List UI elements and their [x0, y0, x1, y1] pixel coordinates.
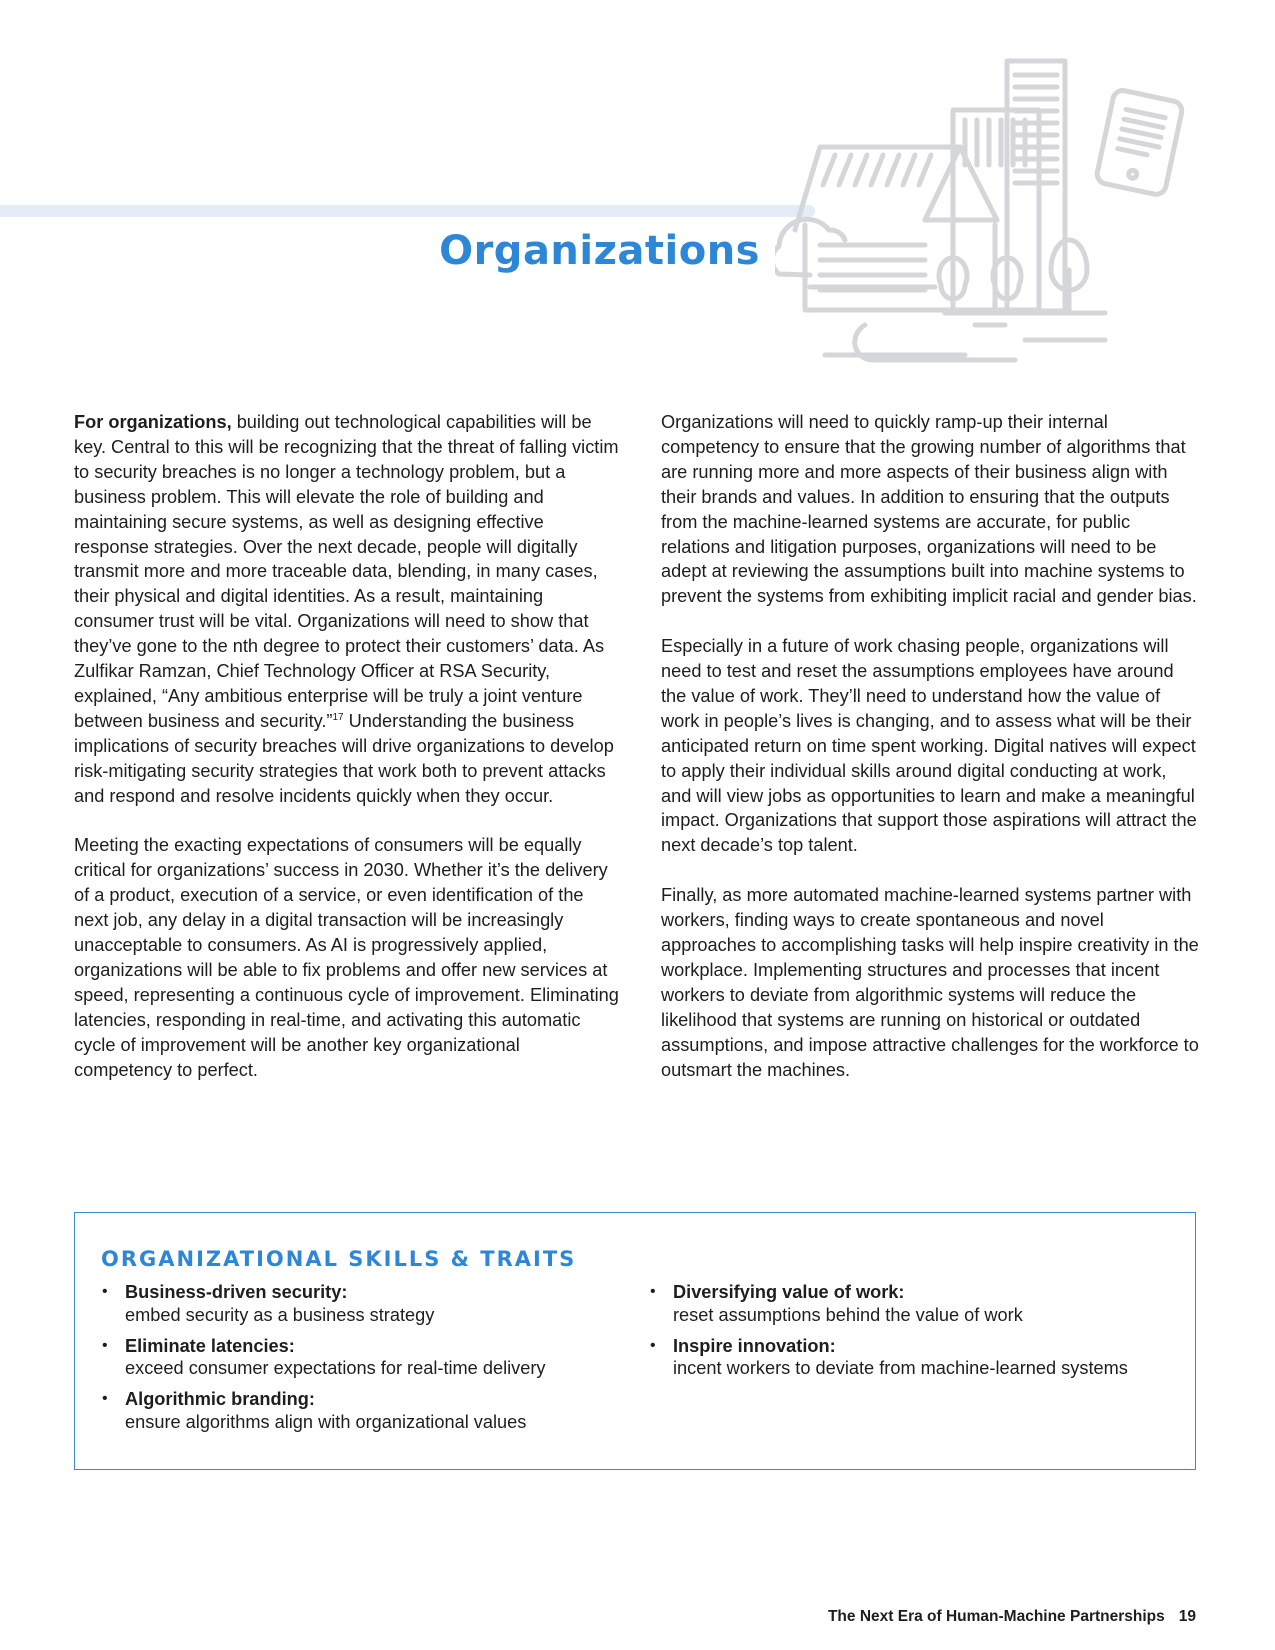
paragraph-text: Understanding the business implications of security breaches will drive organizations to develop risk-mitigating security strategies that work both to prevent attacks and respond and resolve incidents quickly when they occur.: [74, 710, 614, 806]
skill-title: Inspire innovation:: [673, 1335, 836, 1356]
skill-title: Algorithmic branding:: [125, 1389, 315, 1409]
footnote-marker: 17: [332, 711, 344, 723]
right-column: [661, 410, 1201, 1107]
skills-list-right: [649, 1281, 1169, 1388]
lead-phrase: For organizations,: [74, 412, 232, 432]
skill-description: ensure algorithms align with organizational values: [125, 1411, 527, 1432]
right-paragraph-3: Finally, as more automated machine-learned systems partner with workers, finding ways to create spontaneous and novel approaches to accomplishing tasks will help inspire creativity in the workplace. Implementing structures and processes that incent workers to deviate from algorithmic systems will reduce the likelihood that systems are running on historical or outdated assumptions, and impose attractive challenges for the workforce to outsmart the machines.: [661, 885, 1199, 1080]
bullet-icon: •: [102, 1283, 108, 1300]
skill-description: reset assumptions behind the value of work: [673, 1304, 1023, 1325]
skill-title: Business-driven security:: [125, 1282, 348, 1302]
skill-item: [649, 1335, 1169, 1380]
page-footer: [828, 1608, 1196, 1626]
header-accent-bar: [0, 205, 815, 217]
skill-title: Eliminate latencies:: [125, 1335, 295, 1356]
bullet-icon: •: [102, 1336, 108, 1354]
skill-item: [101, 1281, 621, 1326]
skills-title: ORGANIZATIONAL SKILLS & TRAITS: [101, 1247, 577, 1271]
city-buildings-and-tablet-icon: [775, 55, 1255, 365]
page-title: Organizations: [439, 228, 760, 274]
skill-item: [101, 1335, 621, 1380]
left-column: [74, 410, 619, 1107]
bullet-icon: •: [102, 1390, 108, 1407]
paragraph-text: building out technological capabilities will be key. Central to this will be recognizing that the threat of falling victim to security breaches is no longer a technology problem, but a business problem. This will elevate the role of building and maintaining secure systems, as well as designing effective response strategies. Over the next decade, people will digitally transmit more and more traceable data, blending, in many cases, their physical and digital identities. As a result, maintaining consumer trust will be vital. Organizations will need to show that they’ve gone to the nth degree to protect their customers’ data. As Zulfikar Ramzan, Chief Technology Officer at RSA Security, explained, “Any ambitious enterprise will be truly a joint venture between business and security.”: [74, 412, 619, 731]
skill-item: [101, 1388, 621, 1433]
skill-item: [649, 1281, 1169, 1326]
bullet-icon: •: [650, 1336, 656, 1354]
skill-title: Diversifying value of work:: [673, 1282, 905, 1302]
skills-callout-box: [74, 1212, 1196, 1470]
skill-description: incent workers to deviate from machine-learned systems: [673, 1358, 1128, 1378]
page-number: 19: [1178, 1608, 1196, 1625]
skill-description: exceed consumer expectations for real-time delivery: [125, 1358, 546, 1378]
publication-title: The Next Era of Human-Machine Partnerships: [827, 1608, 1165, 1625]
right-paragraph-2: Especially in a future of work chasing people, organizations will need to test and reset the assumptions employees have around the value of work. They’ll need to understand how the value of work in people’s lives is changing, and to assess what will be their anticipated return on time spent working. Digital natives will expect to apply their individual skills around digital conducting at work, and will view jobs as opportunities to learn and make a meaningful impact. Organizations that support those aspirations will attract the next decade’s top talent.: [661, 636, 1197, 856]
left-paragraph-1: [74, 410, 619, 809]
left-paragraph-2: Meeting the exacting expectations of consumers will be equally critical for organizations’ success in 2030. Whether it’s the delivery of a product, execution of a service, or even identification of the next job, any delay in a digital transaction will be increasingly unacceptable to consumers. As AI is progressively applied, organizations will be able to fix problems and offer new services at speed, representing a continuous cycle of improvement. Eliminating latencies, responding in real-time, and activating this automatic cycle of improvement will be another key organizational competency to perfect.: [74, 835, 619, 1080]
skills-list-left: [101, 1281, 621, 1442]
skill-description: embed security as a business strategy: [125, 1304, 435, 1325]
bullet-icon: •: [650, 1283, 656, 1300]
right-paragraph-1: Organizations will need to quickly ramp-up their internal competency to ensure that the growing number of algorithms that are running more and more aspects of their business align with their brands and values. In addition to ensuring that the outputs from the machine-learned systems are accurate, for public relations and litigation purposes, organizations will need to be adept at reviewing the assumptions built into machine systems to prevent the systems from exhibiting implicit racial and gender bias.: [661, 412, 1197, 607]
